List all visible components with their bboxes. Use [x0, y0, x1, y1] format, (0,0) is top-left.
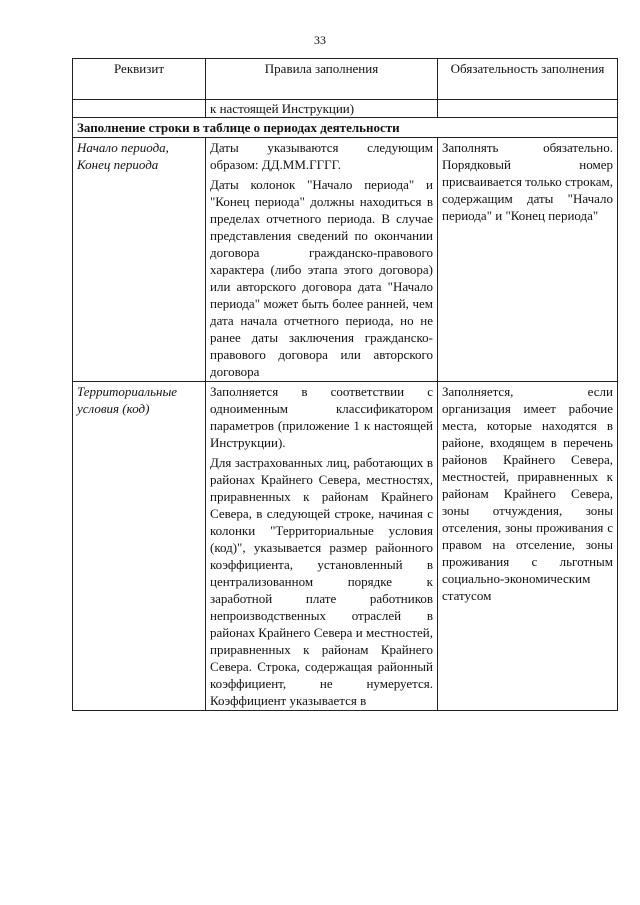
rules-cell [206, 138, 438, 382]
rules-cell [206, 382, 438, 711]
rules-paragraph: Даты указываются следующим образом: ДД.ММ.ГГГГ. [210, 140, 433, 172]
continuation-empty-cell [73, 100, 206, 118]
rules-paragraph: Даты колонок "Начало периода" и "Конец периода" должны находиться в пределах отчетного периода. В случае представления сведений по окончании договора гражданско-правового характера (либо этапа этого договора) или авторского договора дата "Начало периода" может быть более ранней, чем дата начала отчетного периода, но не ранее даты заключения гражданско-правового договора или авторского договора [210, 177, 433, 379]
continuation-empty-cell [438, 100, 618, 118]
rules-paragraph: Заполняется в соответствии с одноименным классификатором параметров (приложение 1 к настоящей Инструкции). [210, 384, 433, 450]
requisite-label: Территориальные условия (код) [73, 382, 206, 711]
continuation-text: к настоящей Инструкции) [206, 100, 438, 118]
continuation-row [73, 100, 618, 118]
requisite-label: Начало периода, Конец периода [73, 138, 206, 382]
obligation-text: Заполняется, если организация имеет рабочие места, которые находятся в районе, входящем в перечень районов Крайнего Севера, местностей, приравненных к районам Крайнего Севера, зоны отчуждения, зоны отселения, зоны проживания с правом на отселение, зоны проживания с льготным социально-экономическим статусом [442, 384, 613, 603]
table-header-row [73, 59, 618, 100]
section-row [73, 118, 618, 138]
rules-paragraph: Для застрахованных лиц, работающих в районах Крайнего Севера, местностях, приравненных к районам Крайнего Севера, в следующей строке, начиная с колонки "Территориальные условия (код)", указывается размер районного коэффициента, установленный в централизованном порядке к заработной плате работников непроизводственных отраслей в районах Крайнего Севера и местностей, приравненных к районам Крайнего Севера. Строка, содержащая районный коэффициент, не нумеруется. Коэффициент указывается в [210, 455, 433, 708]
obligation-cell [438, 382, 618, 711]
page-number: 33 [314, 33, 326, 47]
header-requisite: Реквизит [73, 59, 206, 100]
table-row [73, 382, 618, 711]
header-obligation: Обязательность заполнения [438, 59, 618, 100]
instruction-table [72, 58, 618, 711]
header-rules: Правила заполнения [206, 59, 438, 100]
section-title: Заполнение строки в таблице о периодах деятельности [73, 118, 618, 138]
obligation-text: Заполнять обязательно. Порядковый номер присваивается только строкам, содержащим даты "Начало периода" и "Конец периода" [442, 140, 613, 223]
obligation-cell [438, 138, 618, 382]
table-row [73, 138, 618, 382]
